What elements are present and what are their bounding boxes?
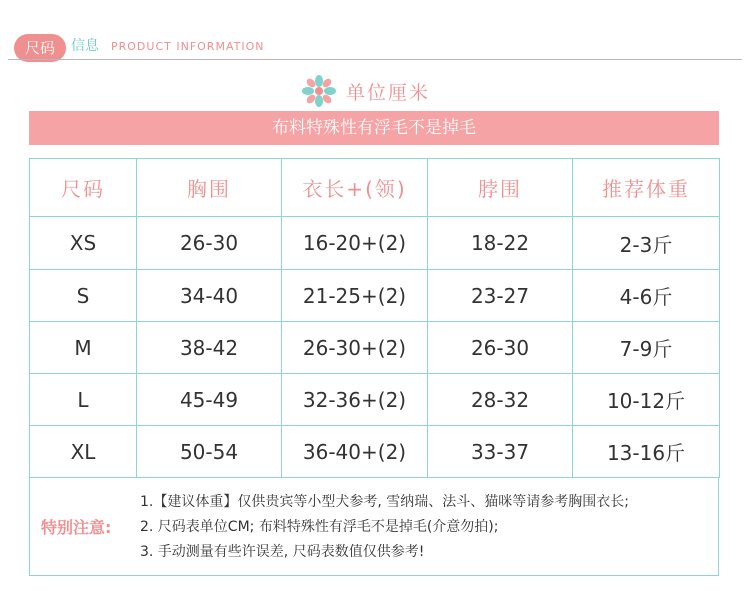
table-header-row [30,159,720,217]
chest-cell: 50-54 [137,426,282,478]
chest-cell: 45-49 [137,374,282,426]
size-cell: XL [30,426,137,478]
length-cell: 21-25+(2) [282,270,428,322]
neck-cell: 33-37 [428,426,573,478]
chest-cell: 34-40 [137,270,282,322]
size-cell: S [30,270,137,322]
product-information-label: PRODUCT INFORMATION [111,40,265,53]
header-weight: 推荐体重 [573,159,720,217]
header-size: 尺码 [30,159,137,217]
size-cell: XS [30,217,137,270]
header-length: 衣长+(领) [282,159,428,217]
chest-cell: 26-30 [137,217,282,270]
weight-cell: 10-12斤 [573,374,720,426]
size-table [29,158,720,478]
table-row [30,374,720,426]
size-cell: M [30,322,137,374]
section-header [0,0,750,62]
notes-title: 特别注意: [41,518,112,537]
chest-cell: 38-42 [137,322,282,374]
note-item: 3. 手动测量有些许误差, 尺码表数值仅供参考! [140,544,425,560]
table-row [30,426,720,478]
table-row [30,217,720,270]
neck-cell: 23-27 [428,270,573,322]
header-divider [8,59,742,60]
length-cell: 36-40+(2) [282,426,428,478]
neck-cell: 26-30 [428,322,573,374]
note-item: 1.【建议体重】仅供贵宾等小型犬参考, 雪纳瑞、法斗、猫咪等请参考胸围衣长; [140,494,629,510]
header-chest: 胸围 [137,159,282,217]
size-cell: L [30,374,137,426]
unit-heading [300,74,430,108]
header-neck: 脖围 [428,159,573,217]
weight-cell: 13-16斤 [573,426,720,478]
length-cell: 26-30+(2) [282,322,428,374]
weight-cell: 2-3斤 [573,217,720,270]
table-row [30,322,720,374]
neck-cell: 18-22 [428,217,573,270]
size-badge: 尺码 [14,34,66,62]
notes-list [140,490,629,565]
weight-cell: 4-6斤 [573,270,720,322]
weight-cell: 7-9斤 [573,322,720,374]
info-label: 信息 [71,38,99,54]
note-item: 2. 尺码表单位CM; 布料特殊性有浮毛不是掉毛(介意勿拍); [140,519,499,535]
unit-label: 单位厘米 [346,81,431,104]
notes-box [29,478,719,576]
length-cell: 16-20+(2) [282,217,428,270]
table-row [30,270,720,322]
notice-banner: 布料特殊性有浮毛不是掉毛 [29,111,719,145]
neck-cell: 28-32 [428,374,573,426]
length-cell: 32-36+(2) [282,374,428,426]
flower-icon [300,74,338,108]
